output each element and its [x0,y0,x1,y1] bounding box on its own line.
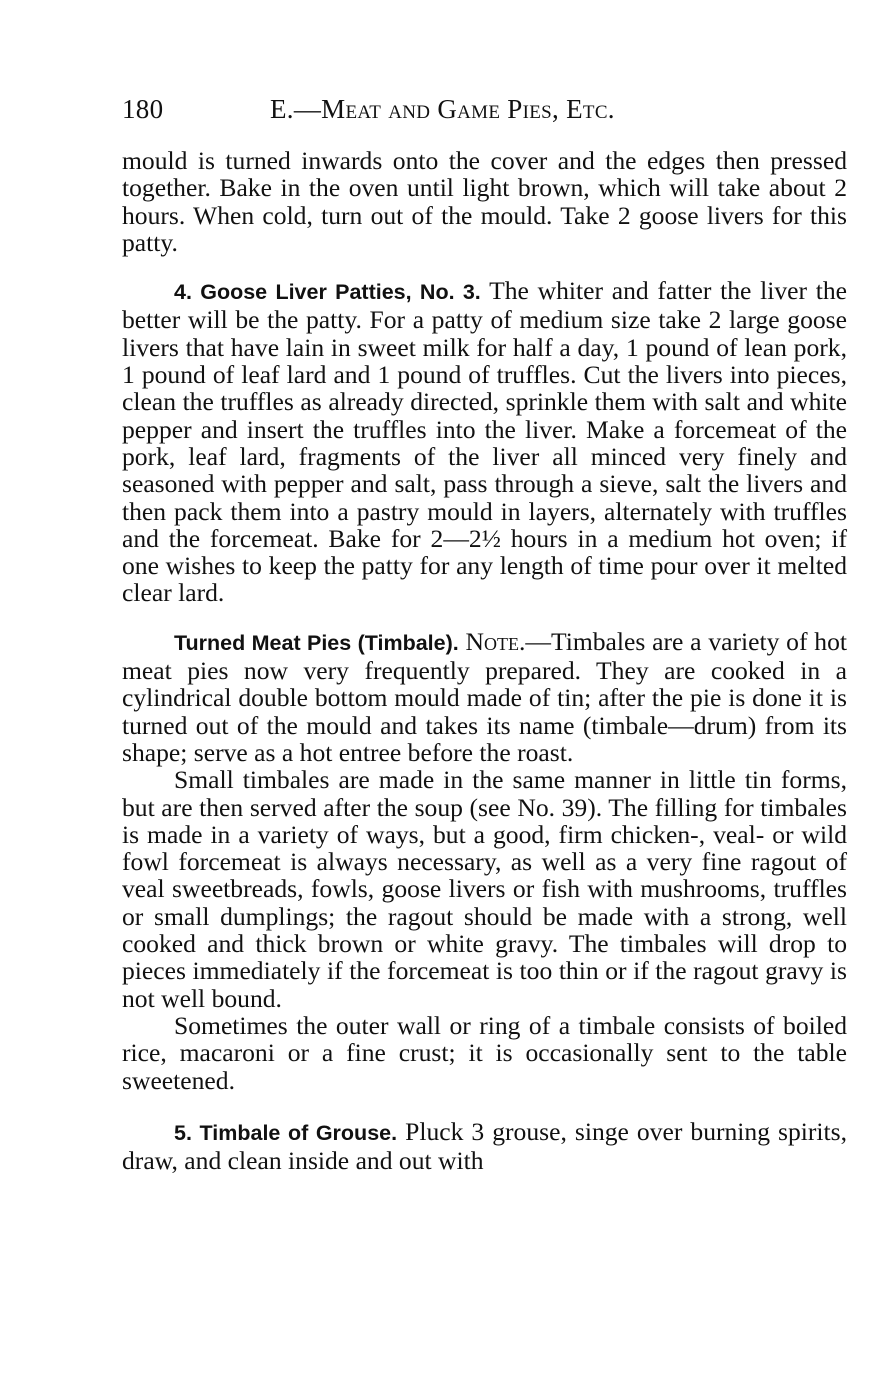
paragraph-continued: mould is turned inwards onto the cover and the edges then pressed together. Bake in the oven until light brown, which will take about 2 hours. When cold, turn out of the mould. Take 2 goose livers for this patty. [122,146,847,257]
page-body [122,147,847,1174]
recipe-heading: 4. Goose Liver Patties, No. 3. [174,280,481,305]
recipe-heading: 5. Timbale of Grouse. [174,1120,398,1145]
recipe-timbale-of-grouse [122,1118,847,1175]
section-turned-meat-pies [122,628,847,766]
recipe-text: Pluck 3 grouse, singe over burning spirits, draw, and clean inside and out with [122,1116,847,1176]
section-heading: Turned Meat Pies (Timbale). [174,630,459,655]
note-label: Note. [465,626,526,656]
paragraph-small-timbales: Small timbales are made in the same manner in little tin forms, but are then served after the soup (see No. 39). The filling for timbales is made in a variety of ways, but a good, firm chicken-, veal- or wild fowl forcemeat is always necessary, as well as a very fine ragout of veal sweetbreads, fowls, goose livers or fish with mushrooms, truffles or small dumplings; the ragout should be made with a strong, well cooked and thick brown or white gravy. The timbales will drop to pieces immediately if the forcemeat is too thin or if the ragout gravy is not well bound. [122,765,847,1013]
paragraph-outer-wall: Sometimes the outer wall or ring of a timbale consists of boiled rice, macaroni or a fine crust; it is occasionally sent to the table sweetened. [122,1010,847,1095]
page-header [122,94,842,134]
recipe-goose-liver-patties [122,277,847,607]
page-number: 180 [122,94,164,124]
running-title: E.—Meat and Game Pies, Etc. [270,94,615,124]
note-text: —Timbales are a variety of hot meat pies now very frequently prepared. They are cooked in a cylindrical double bottom mould made of tin; after the pie is done it is turned out of the mould and takes its name (timbale—drum) from its shape; serve as a hot entree before the roast. [122,626,847,767]
recipe-text: The whiter and fatter the liver the better will be the patty. For a patty of medium size take 2 large goose livers that have lain in sweet milk for half a day, 1 pound of lean pork, 1 pound of leaf lard and 1 pound of truffles. Cut the livers into pieces, clean the truffles as already directed, sprinkle them with salt and white pepper and insert the truffles into the liver. Make a forcemeat of the pork, leaf lard, fragments of the liver all minced very finely and seasoned with pepper and salt, pass through a sieve, salt the livers and then pack them into a pastry mould in layers, alternately with truffles and the forcemeat. Bake for 2—2½ hours in a medium hot oven; if one wishes to keep the patty for any length of time pour over it melted clear lard. [122,276,848,608]
